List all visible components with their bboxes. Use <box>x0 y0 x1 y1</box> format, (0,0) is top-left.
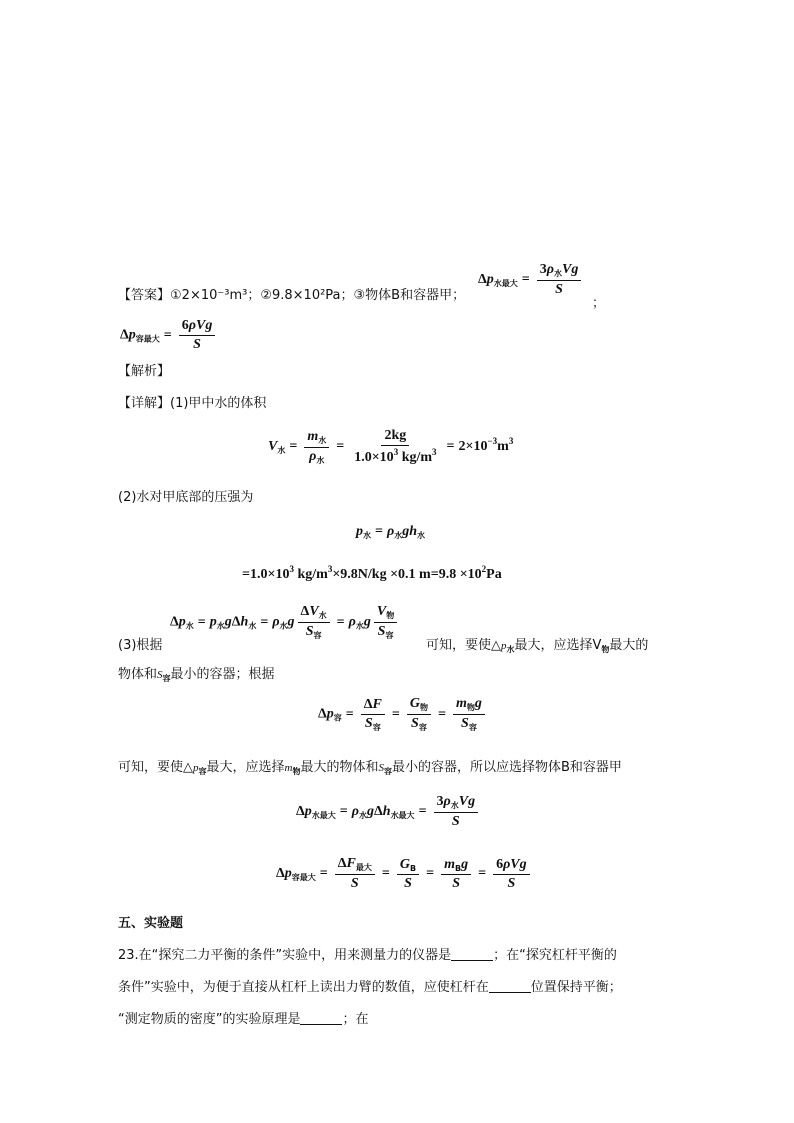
detail-part1: (1)甲中水的体积 <box>170 396 267 411</box>
part3-line2-b: 最小的容器；根据 <box>170 667 275 682</box>
answer-text: ①2×10⁻³m³；②9.8×10²Pa；③物体B和容器甲； <box>170 288 466 303</box>
analysis-label: 【解析】 <box>118 364 171 379</box>
q23-line1-b: ；在“探究杠杆平衡的 <box>493 948 617 963</box>
q23-blank-1 <box>451 948 493 961</box>
q23-line2 <box>118 978 622 998</box>
detail-label: 【详解】 <box>118 396 171 411</box>
pressure-calc-c: ×9.8N/kg ×0.1 m=9.8 ×10 <box>332 567 482 582</box>
part3-a: 可知，要使△ <box>426 638 501 653</box>
q23-line1-a: 23.在“探究二力平衡的条件”实验中，用来测量力的仪器是 <box>118 948 452 963</box>
pressure-calc-a: =1.0×10 <box>242 567 290 582</box>
conclusion-a: 可知，要使△ <box>118 760 193 775</box>
formula-pressure: $p_水 = \rho_水gh_水$ <box>356 524 425 540</box>
q23-line1 <box>118 946 617 966</box>
part3-b: 最大，应选择V <box>514 638 602 653</box>
answer-line <box>118 286 465 306</box>
part3-line2-a: 物体和 <box>118 667 158 682</box>
answer-label: 【答案】 <box>118 288 171 303</box>
vol-value: 2kg <box>381 428 409 446</box>
formula-delta-p-container: $\Delta p_容$ = $\frac{\Delta F}{S_容}$ = $\frac{G_物}{S_容}$ = $\frac{m_物g}{S_容}$ <box>318 696 488 733</box>
q23-line3-a: “测定物质的密度”的实验原理是 <box>118 1012 301 1027</box>
answer-formula-water: $\Delta p_{水最大}$ = $\frac{3\rho_水Vg}{S}$ <box>478 262 584 298</box>
part3-c: 最大的 <box>609 638 649 653</box>
q23-line3-b: ；在 <box>342 1012 369 1027</box>
q23-line3 <box>118 1010 369 1030</box>
pressure-calc-b: kg/m <box>297 567 328 582</box>
detail-line1 <box>118 394 266 414</box>
pressure-calc-unit: Pa <box>486 567 502 582</box>
q23-blank-2 <box>489 980 531 993</box>
detail-part3-line2: 物体和$S_容$最小的容器；根据 <box>118 667 275 683</box>
conclusion-d: 最小的容器，所以应选择物体B和容器甲 <box>391 760 622 775</box>
formula-final-container: $\Delta p_{容最大}$ = $\frac{\Delta F_{最大}}{S}$ = $\frac{G_B}{S}$ = $\frac{m_Bg}{S}$ = $\frac{\text{6ρVg}}{S}$ <box>276 856 533 892</box>
formula-volume: $V_水$ = $\frac{m_水}{\rho_水}$ = $\frac{2kg}{1.0\times 10^3 kg/m^3}$ = $2\times 10^{-3}m^3$ <box>268 428 514 465</box>
section5-title: 五、实验题 <box>118 916 184 931</box>
detail-part3-suffix: 可知，要使$\triangle p_水$最大，应选择$V_物$最大的 <box>426 638 649 654</box>
formula-final-water: $\Delta p_{水最大} = \rho_水g\Delta h_{水最大}$ = $\frac{3\rho_水Vg}{S}$ <box>296 794 481 830</box>
q23-line2-b: 位置保持平衡； <box>530 980 622 995</box>
conclusion-line: 可知，要使$\triangle p_容$最大，应选择$m_物$最大的物体和$S_容$最小的容器，所以应选择物体B和容器甲 <box>118 760 622 776</box>
q23-blank-3 <box>300 1012 342 1025</box>
formula-pressure-calc: $=1.0\times 10^3$ $kg/m^3\times 9.8N/kg \times 0.1$ $m=9.8 \times 10^2Pa$ <box>242 564 502 582</box>
answer-formula-container: $\Delta p_{容最大}$ = $\frac{\text{6ρVg}}{S}$ <box>120 318 218 353</box>
vol-den: 1.0×10 <box>354 450 394 465</box>
answer-trail: ； <box>592 296 606 311</box>
vol-result: 2×10 <box>458 439 488 455</box>
detail-part2: (2)水对甲底部的压强为 <box>118 490 254 505</box>
conclusion-b: 最大，应选择 <box>206 760 285 775</box>
conclusion-c: 最大的物体和 <box>300 760 379 775</box>
q23-line2-a: 条件”实验中，为便于直接从杠杆上读出力臂的数值，应使杠杆在 <box>118 980 489 995</box>
formula-delta-p-water: $\Delta p_水 = p_水g\Delta h_水 = \rho_水g$ $\frac{\Delta V_水}{S_容}$ = $\rho_水g$ $\frac{V_物}{S_容}$ <box>170 604 400 641</box>
detail-part3-prefix: (3)根据 <box>118 638 163 653</box>
